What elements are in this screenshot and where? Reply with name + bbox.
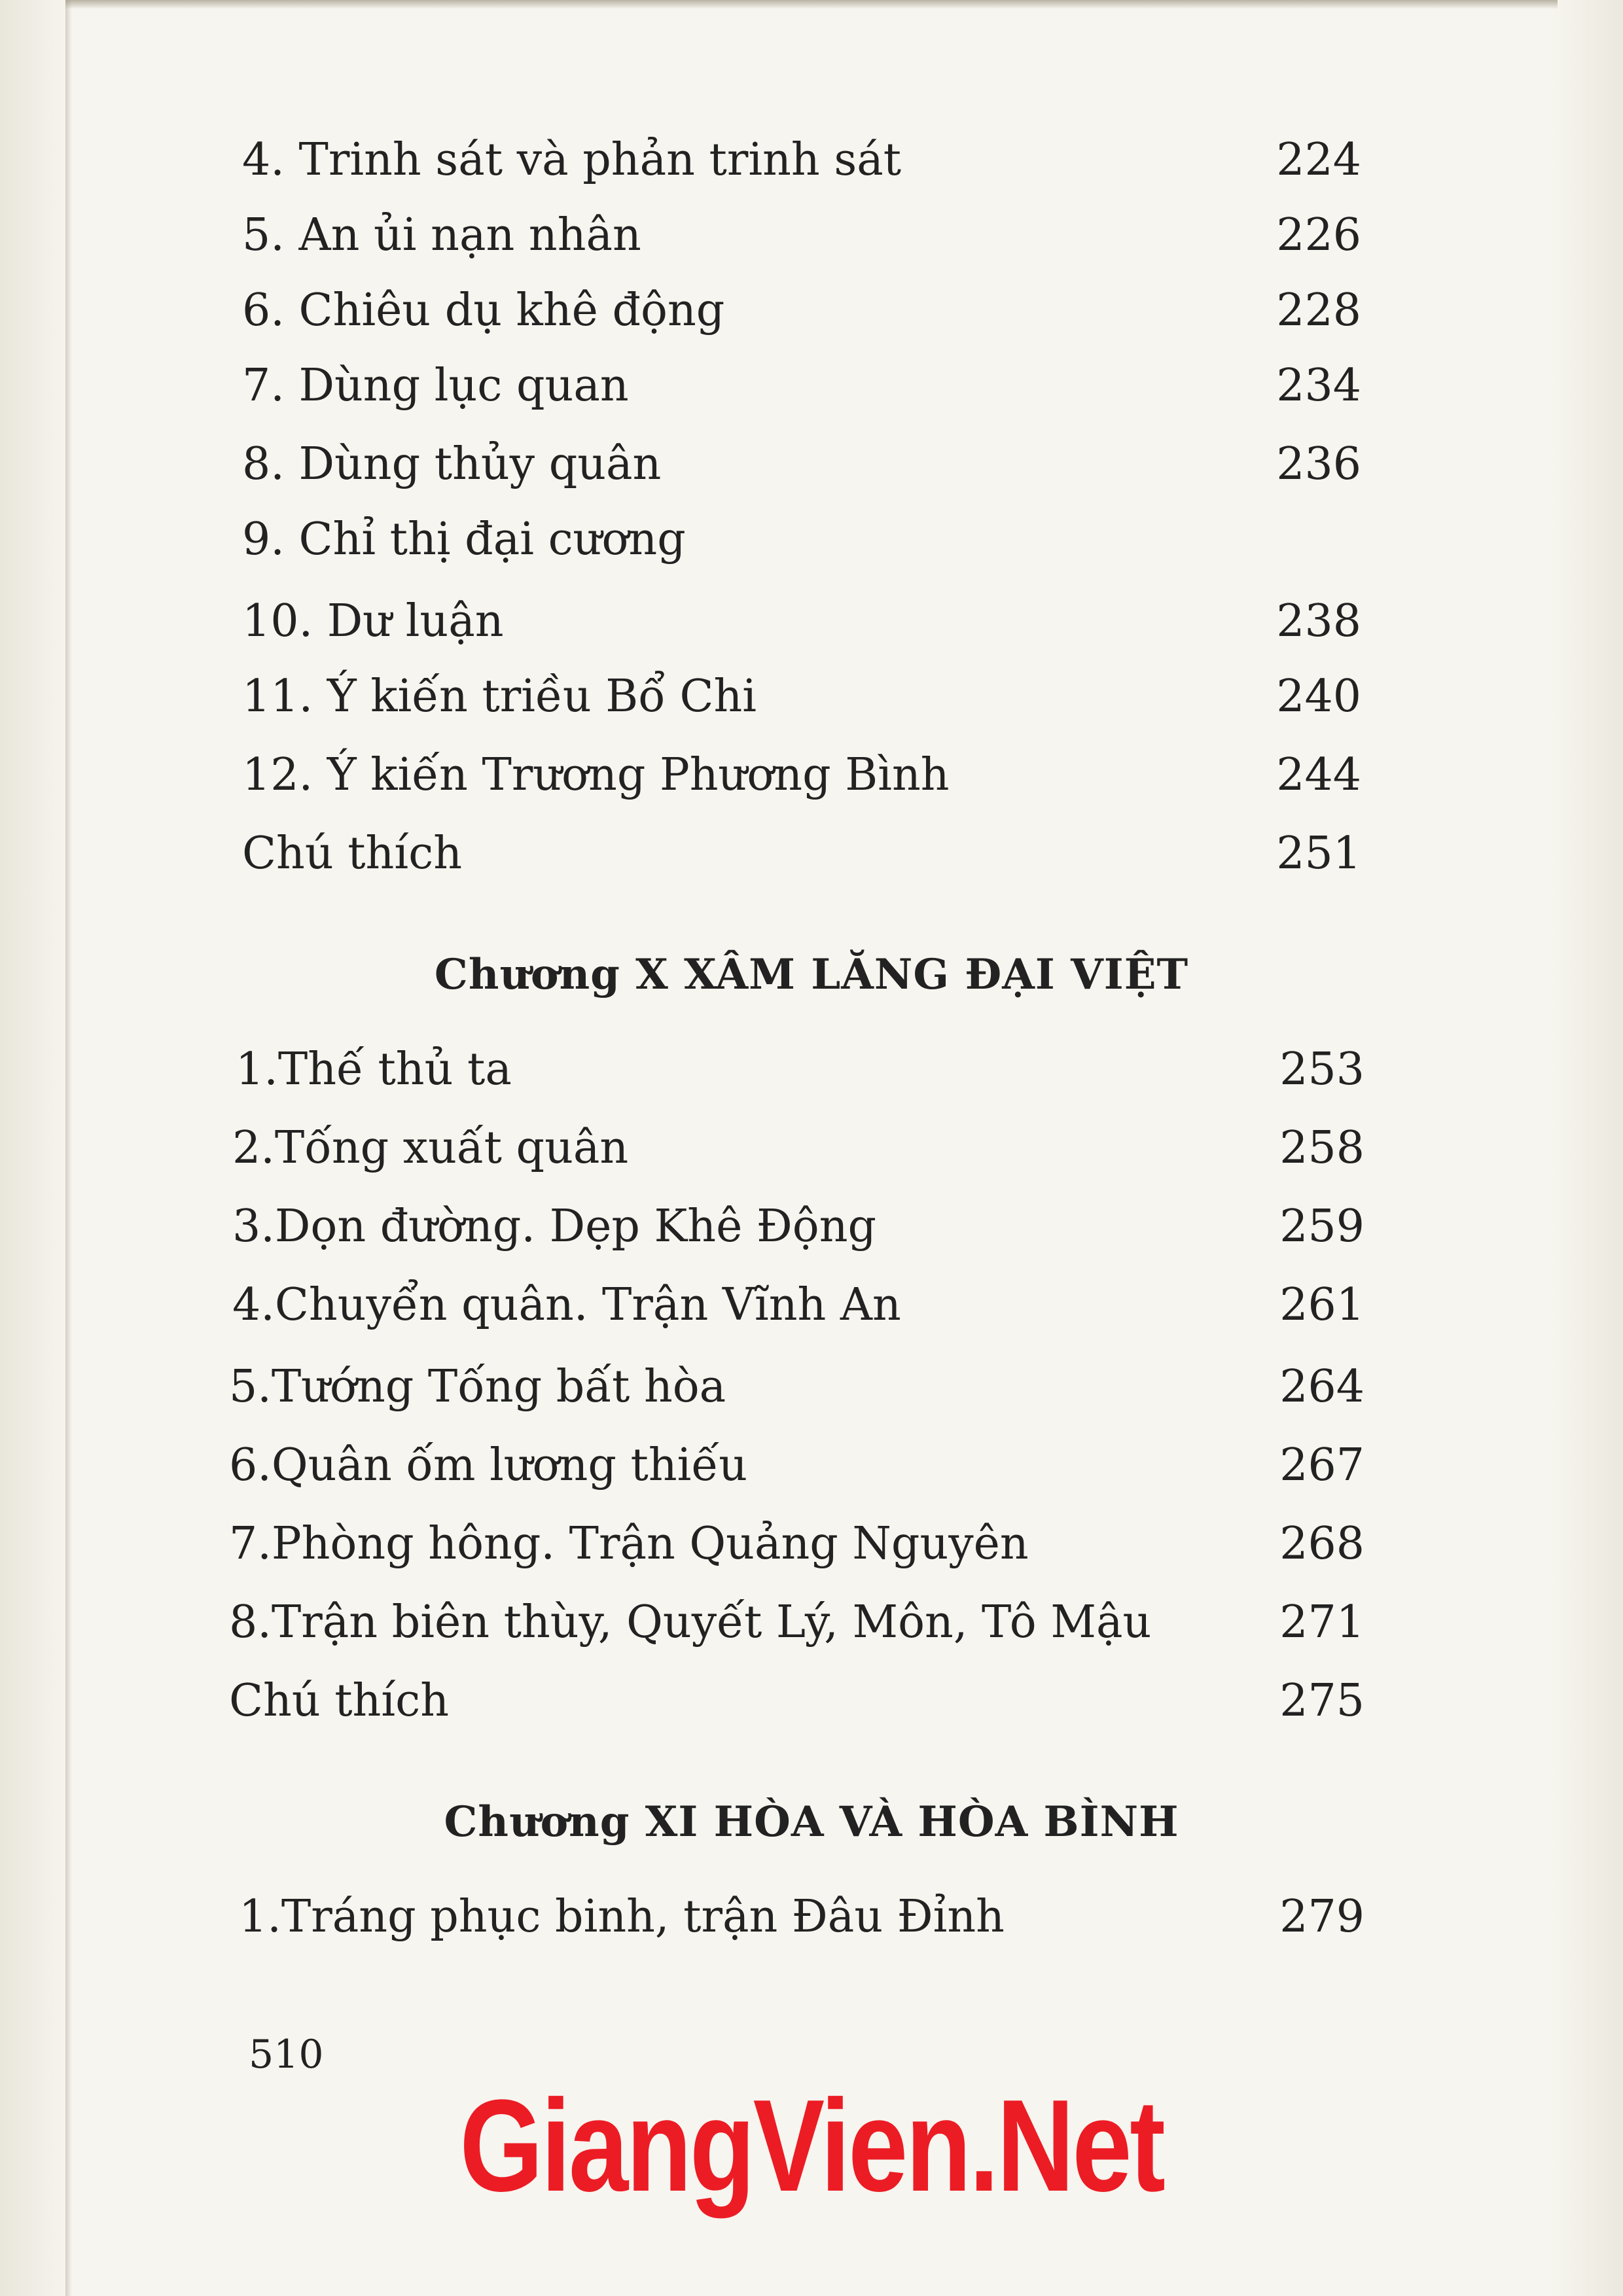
toc-entry-page: 279 (1279, 1891, 1364, 1943)
toc-entry-page: 275 (1279, 1675, 1364, 1727)
toc-entry-label: 11. Ý kiến triều Bổ Chi (242, 671, 757, 722)
toc-entry-label: 12. Ý kiến Trương Phương Bình (242, 749, 950, 801)
toc-entry (236, 1034, 1364, 1106)
toc-entry-label: 2.Tống xuất quân (232, 1122, 629, 1174)
toc-entry (232, 1112, 1364, 1184)
toc-entry (242, 350, 1361, 422)
toc-entry (242, 504, 1361, 576)
toc-entry-page: 261 (1279, 1279, 1364, 1331)
toc-entry (242, 200, 1361, 272)
toc-entry-page: 224 (1276, 134, 1361, 186)
toc-entry-page: 264 (1279, 1361, 1364, 1413)
toc-entry-page: 228 (1276, 285, 1361, 336)
toc-entry (242, 429, 1361, 501)
toc-entry (239, 1881, 1364, 1953)
toc-entry (229, 1508, 1364, 1580)
toc-entry-page: 259 (1279, 1201, 1364, 1252)
toc-entry (232, 1269, 1364, 1341)
page-number: 510 (249, 2032, 324, 2077)
toc-entry-label: 6.Quân ốm lương thiếu (229, 1439, 747, 1491)
toc-entry-label: 1.Thế thủ ta (236, 1044, 512, 1095)
toc-entry (242, 124, 1361, 196)
toc-entry-page: 226 (1276, 209, 1361, 261)
toc-entry-label: 6. Chiêu dụ khê động (242, 285, 725, 336)
toc-entry-label: 5.Tướng Tống bất hòa (229, 1361, 726, 1413)
toc-entry (242, 275, 1361, 347)
toc-entry-label: 7.Phòng hông. Trận Quảng Nguyên (229, 1518, 1029, 1570)
toc-entry (242, 586, 1361, 658)
toc-entry-page: 244 (1276, 749, 1361, 801)
toc-entry-page: 258 (1279, 1122, 1364, 1174)
toc-entry-page: 253 (1279, 1044, 1364, 1095)
toc-entry-label: 4.Chuyển quân. Trận Vĩnh An (232, 1279, 901, 1331)
toc-entry-label: 8.Trận biên thùy, Quyết Lý, Môn, Tô Mậu (229, 1597, 1152, 1648)
toc-entry-label: 3.Dọn đường. Dẹp Khê Động (232, 1201, 877, 1252)
toc-entry-label: Chú thích (229, 1675, 449, 1727)
toc-entry (242, 661, 1361, 733)
toc-entry (229, 1351, 1364, 1423)
toc-entry (229, 1665, 1364, 1737)
toc-entry-page: 236 (1276, 438, 1361, 490)
toc-entry (242, 739, 1361, 811)
toc-entry-label: 9. Chỉ thị đại cương (242, 514, 686, 565)
page-left-edge (65, 0, 72, 2296)
toc-entry-label: 10. Dư luận (242, 595, 504, 647)
toc-entry-page: 268 (1279, 1518, 1364, 1570)
toc-entry (242, 818, 1361, 890)
toc-entry (232, 1191, 1364, 1263)
toc-entry-label: 1.Tráng phục binh, trận Đâu Đỉnh (239, 1891, 1005, 1943)
chapter-x-heading: Chương X XÂM LĂNG ĐẠI VIỆT (434, 950, 1189, 999)
toc-entry (229, 1587, 1364, 1659)
watermark-text: GiangVien.Net (459, 2073, 1164, 2219)
toc-entry-label: 5. An ủi nạn nhân (242, 209, 641, 261)
toc-entry-label: 4. Trinh sát và phản trinh sát (242, 134, 902, 186)
toc-entry-label: 8. Dùng thủy quân (242, 438, 662, 490)
toc-entry-label: 7. Dùng lục quan (242, 360, 629, 412)
toc-entry-page: 267 (1279, 1439, 1364, 1491)
toc-entry-label: Chú thích (242, 828, 462, 879)
toc-entry-page: 234 (1276, 360, 1361, 412)
toc-entry-page: 240 (1276, 671, 1361, 722)
chapter-xi-heading: Chương XI HÒA VÀ HÒA BÌNH (444, 1797, 1179, 1846)
toc-entry-page: 251 (1276, 828, 1361, 879)
toc-entry-page: 271 (1279, 1597, 1364, 1648)
page-top-edge (65, 0, 1558, 9)
toc-entry-page: 238 (1276, 595, 1361, 647)
toc-entry (229, 1430, 1364, 1502)
